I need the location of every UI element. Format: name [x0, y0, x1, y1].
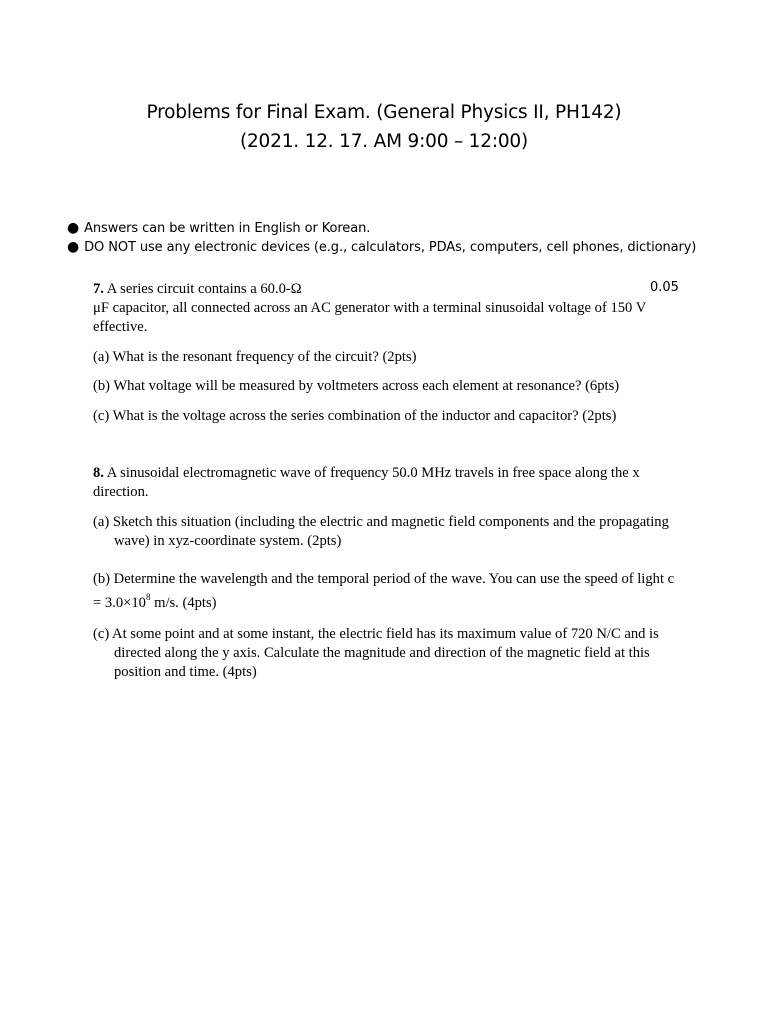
q8-part-a: (a) Sketch this situation (including the electric and magnetic field components and the propagating wave) in xyz-coordinate system. (2pts) [93, 514, 669, 549]
q7-part-a: (a) What is the resonant frequency of the circuit? (2pts) [93, 349, 417, 365]
q7-side-value: 0.05 [650, 280, 679, 295]
q7-stem-line2: μF capacitor, all connected across an AC generator with a terminal sinusoidal voltage of 150 V effective. [93, 300, 647, 335]
q7-part-b: (b) What voltage will be measured by voltmeters across each element at resonance? (6pts) [93, 378, 620, 394]
q8-number: 8. [93, 465, 104, 481]
exam-title: Problems for Final Exam. (General Physics II, PH142) [146, 102, 622, 123]
q7-number: 7. [93, 281, 104, 297]
q7-part-c: (c) What is the voltage across the series combination of the inductor and capacitor? (2pts) [93, 408, 617, 424]
q7-stem-line1 [93, 280, 678, 299]
instruction-text: DO NOT use any electronic devices (e.g., calculators, PDAs, computers, cell phones, dictionary) [84, 240, 697, 255]
q8-part-b-unit: m/s. (4pts) [150, 595, 217, 611]
q8-stem-text: A sinusoidal electromagnetic wave of frequency 50.0 MHz travels in free space along the x direction. [93, 465, 640, 500]
bullet-icon: ● [67, 220, 80, 236]
q8-part-b [93, 567, 678, 615]
instruction-devices [67, 239, 696, 255]
q8-stem [93, 464, 678, 502]
q8-part-c: (c) At some point and at some instant, the electric field has its maximum value of 720 N/C and is directed along the y axis. Calculate the magnitude and direction of the magnetic field at this position and time. (4pts) [93, 626, 659, 680]
instruction-language [67, 220, 370, 236]
exam-datetime: (2021. 12. 17. AM 9:00 – 12:00) [239, 131, 529, 152]
q8-part-b-exponent: 8 [145, 592, 151, 603]
q8-part-b-text: (b) Determine the wavelength and the temporal period of the wave. You can use the speed of light c = 3.0×10 [93, 571, 675, 611]
q7-stem-text: A series circuit contains a 60.0-Ω [106, 281, 302, 297]
instruction-text: Answers can be written in English or Korean. [84, 221, 371, 236]
bullet-icon: ● [67, 239, 80, 255]
